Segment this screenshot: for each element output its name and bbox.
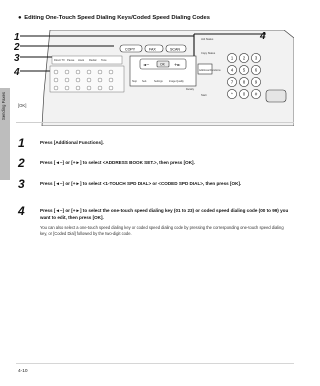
key-9: 9 [254, 79, 258, 85]
left-arrow-icon: ◄− [143, 62, 150, 67]
divider [16, 122, 294, 123]
fn-label-3: Redial [89, 59, 97, 62]
footer-divider [16, 363, 294, 364]
bullet-icon: ● [18, 15, 22, 21]
key-5: 5 [242, 67, 246, 73]
side-tab-label: Sending Faxes [1, 92, 6, 120]
step-number: 1 [18, 136, 25, 150]
side-label-2: Start [201, 94, 207, 97]
callout-4-right: 4 [260, 31, 266, 42]
step-text: Press [◄−] or [+►] to select <1-TOUCH SPD DIAL> or <CODED SPD DIAL>, then press [OK]. [40, 181, 242, 186]
ok-caption: [OK] [18, 103, 27, 108]
copy-label: COPY [125, 47, 136, 52]
step-number: 4 [18, 204, 25, 218]
fn-label-2: Hook [78, 59, 85, 62]
section-heading-text: Editing One-Touch Speed Dialing Keys/Coded Speed Dialing Codes [24, 15, 210, 21]
page-number: 4-10 [18, 369, 28, 374]
bottom-label-0: Stop [132, 80, 137, 83]
bottom-label-1: Sett. [142, 80, 147, 83]
step-number: 3 [18, 177, 25, 191]
side-label-1: Copy Status [201, 52, 216, 55]
step-text: Press [Additional Functions]. [40, 140, 104, 145]
key-4: 4 [230, 67, 234, 73]
callout-2: 2 [14, 42, 20, 53]
fn-label-0: Direct TX [54, 59, 65, 62]
key-2: 2 [242, 55, 246, 61]
control-panel-figure [14, 30, 294, 126]
callout-4: 4 [14, 67, 20, 78]
fax-label: FAX [149, 47, 156, 52]
section-heading [18, 15, 210, 21]
key-8: 8 [242, 79, 246, 85]
key-0: 0 [242, 91, 246, 97]
fn-label-4: Tone [101, 59, 107, 62]
bottom-label-2: Settings [154, 80, 163, 83]
key-1: 1 [230, 55, 234, 61]
step-text: Press [◄−] or [+►] to select the one-touch speed dialing key (01 to 23) or coded speed dialing code (00 to 99) you want to edit, then press [OK]. [40, 208, 289, 220]
right-arrow-icon: +► [174, 62, 181, 67]
key-3: 3 [254, 55, 258, 61]
key-7: 7 [230, 79, 234, 85]
bottom-label-5: Additional Functions [199, 69, 221, 72]
one-touch-keys [50, 66, 124, 92]
step-text: Press [◄−] or [+►] to select <ADDRESS BOOK SET.>, then press [OK]. [40, 160, 195, 165]
key-6: 6 [254, 67, 258, 73]
bottom-label-4: Density [186, 88, 194, 91]
ok-key-label: OK [160, 62, 165, 67]
start-button [266, 90, 286, 102]
scan-label: SCAN [170, 47, 180, 52]
side-label-0: Job Status [201, 38, 214, 41]
callout-1: 1 [14, 32, 20, 43]
key-star: * [231, 91, 233, 97]
fn-label-1: Pause [67, 59, 75, 62]
key-hash: # [254, 91, 258, 97]
side-tab [0, 88, 10, 180]
step-note: You can also select a one-touch speed dialing key or coded speed dialing code by pressing the corresponding one-touch speed dialing key, or [Coded Dial] followed by the two-digit code. [40, 225, 284, 237]
mode-buttons [120, 45, 186, 52]
bottom-label-3: Image Quality [169, 80, 184, 83]
function-row [52, 56, 122, 64]
callout-3: 3 [14, 53, 20, 64]
step-number: 2 [18, 156, 25, 170]
